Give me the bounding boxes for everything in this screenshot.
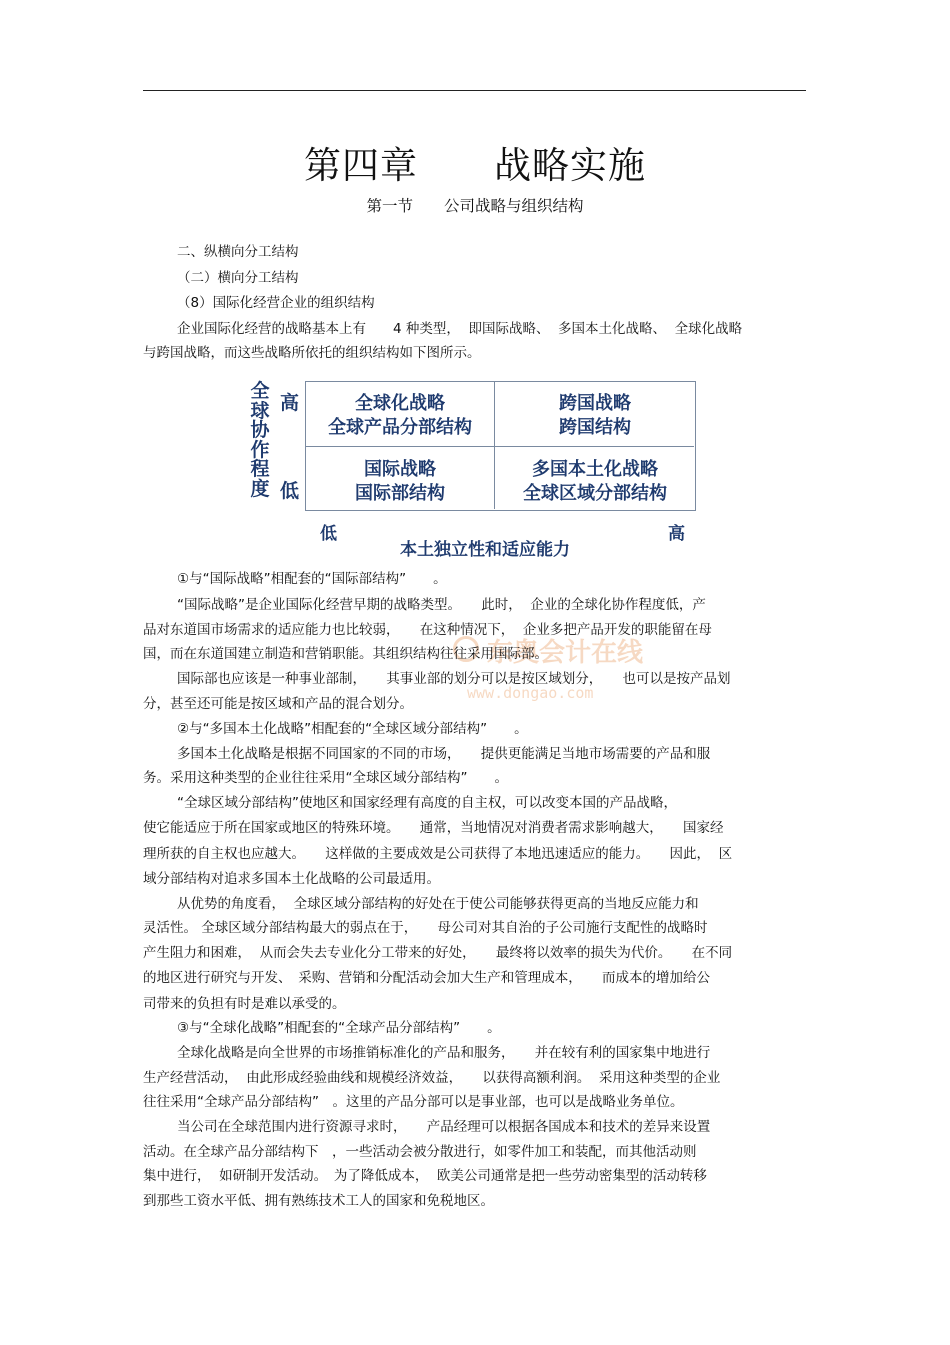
y-axis-char: 程 (250, 458, 270, 480)
heading-1: 二、纵横向分工结构 (177, 244, 299, 260)
quadrant-grid (305, 381, 696, 511)
body-line: 理所获的自主权也应越大。 这样做的主要成效是公司获得了本地迅速适应的能力。 因此， 区 (143, 846, 733, 862)
body-line: 灵活性。 全球区域分部结构最大的弱点在于， 母公司对其自治的子公司施行支配性的战略时 (143, 920, 708, 936)
x-low-label: 低 (320, 524, 337, 544)
body-line: 集中进行， 如研制开发活动。 为了降低成本， 欧美公司通常是把一些劳动密集型的活动转移 (143, 1168, 707, 1184)
body-line: 产生阻力和困难， 从而会失去专业化分工带来的好处， 最终将以效率的损失为代价。 在不同 (143, 945, 733, 961)
body-line: 使它能适应于所在国家或地区的特殊环境。 通常，当地情况对消费者需求影响越大， 国家经 (143, 820, 724, 836)
body-line: 全球化战略是向全世界的市场推销标准化的产品和服务， 并在较有利的国家集中地进行 (177, 1045, 711, 1061)
y-axis-label (249, 382, 271, 499)
y-high-label: 高 (280, 392, 300, 414)
heading-3: （8）国际化经营企业的组织结构 (177, 295, 375, 311)
body-line: 域分部结构对追求多国本土化战略的公司最适用。 (143, 871, 440, 887)
x-axis-label: 本土独立性和适应能力 (400, 540, 570, 560)
body-line: ①与“国际战略”相配套的“国际部结构” 。 (177, 571, 447, 587)
quadrant-strategy: 多国本土化战略 (532, 459, 658, 480)
quadrant-strategy: 全球化战略 (355, 393, 445, 414)
body-line: 国，而在东道国建立制造和营销职能。其组织结构往往采用国际部。 (143, 646, 548, 662)
body-line: 司带来的负担有时是难以承受的。 (143, 996, 346, 1012)
body-line: “全球区域分部结构”使地区和国家经理有高度的自主权，可以改变本国的产品战略， (177, 795, 677, 811)
chapter-title: 第四章 战略实施 (304, 144, 646, 187)
body-line: “国际战略”是企业国际化经营早期的战略类型。 此时， 企业的全球化协作程度低，产 (177, 597, 706, 613)
quadrant-structure: 全球区域分部结构 (523, 483, 667, 504)
y-axis-char: 协 (250, 419, 270, 441)
watermark-url: www.dongao.com (467, 684, 594, 702)
quadrant-strategy: 跨国战略 (559, 393, 631, 414)
intro-line: 企业国际化经营的战略基本上有 4 种类型， 即国际战略、 多国本土化战略、 全球化战略 (177, 321, 743, 337)
grid-divider-horizontal (306, 446, 694, 447)
body-line: 的地区进行研究与开发、 采购、营销和分配活动会加大生产和管理成本， 而成本的增加给公 (143, 970, 710, 986)
y-axis-char: 度 (250, 477, 270, 500)
body-line: 多国本土化战略是根据不同国家的不同的市场， 提供更能满足当地市场需要的产品和服 (177, 746, 711, 762)
quadrant-structure: 国际部结构 (355, 483, 445, 504)
body-line: 品对东道国市场需求的适应能力也比较弱， 在这种情况下， 企业多把产品开发的职能留在母 (143, 622, 712, 638)
quadrant-global (306, 392, 494, 440)
body-line: 务。采用这种类型的企业往往采用“全球区域分部结构” 。 (143, 770, 508, 786)
quadrant-structure: 全球产品分部结构 (328, 417, 472, 438)
body-line: 当公司在全球范围内进行资源寻求时， 产品经理可以根据各国成本和技术的差异来设置 (177, 1119, 711, 1135)
body-line: 生产经营活动， 由此形成经验曲线和规模经济效益， 以获得高额利润。 采用这种类型的企业 (143, 1070, 721, 1086)
body-line: 分，甚至还可能是按区域和产品的混合划分。 (143, 696, 413, 712)
intro-line: 与跨国战略，而这些战略所依托的组织结构如下图所示。 (143, 345, 481, 361)
quadrant-international (306, 458, 494, 506)
x-high-label: 高 (668, 524, 685, 544)
heading-2: （二）横向分工结构 (177, 270, 299, 286)
body-line: 从优势的角度看， 全球区域分部结构的好处在于使公司能够获得更高的当地反应能力和 (177, 896, 699, 912)
section-title: 第一节 公司战略与组织结构 (366, 197, 584, 215)
quadrant-multidomestic (496, 458, 694, 506)
strategy-structure-diagram (247, 376, 700, 560)
y-axis-char: 全 (250, 380, 270, 402)
quadrant-transnational (496, 392, 694, 440)
y-axis-char: 球 (250, 399, 270, 422)
body-line: 往往采用“全球产品分部结构” 。这里的产品分部可以是事业部，也可以是战略业务单位。 (143, 1094, 684, 1110)
y-axis-char: 作 (250, 438, 270, 461)
body-line: 国际部也应该是一种事业部制， 其事业部的划分可以是按区域划分， 也可以是按产品划 (177, 671, 731, 687)
quadrant-strategy: 国际战略 (364, 459, 436, 480)
header-rule (143, 90, 806, 91)
body-line: 活动。在全球产品分部结构下 ，一些活动会被分散进行，如零件加工和装配，而其他活动则 (143, 1144, 697, 1160)
body-line: ②与“多国本土化战略”相配套的“全球区域分部结构” 。 (177, 721, 528, 737)
body-line: 到那些工资水平低、拥有熟练技术工人的国家和免税地区。 (143, 1193, 494, 1209)
y-low-label: 低 (280, 480, 300, 502)
watermark-text: 东奥会计在线 (487, 638, 644, 668)
quadrant-structure: 跨国结构 (559, 417, 631, 438)
body-line: ③与“全球化战略”相配套的“全球产品分部结构” 。 (177, 1020, 501, 1036)
